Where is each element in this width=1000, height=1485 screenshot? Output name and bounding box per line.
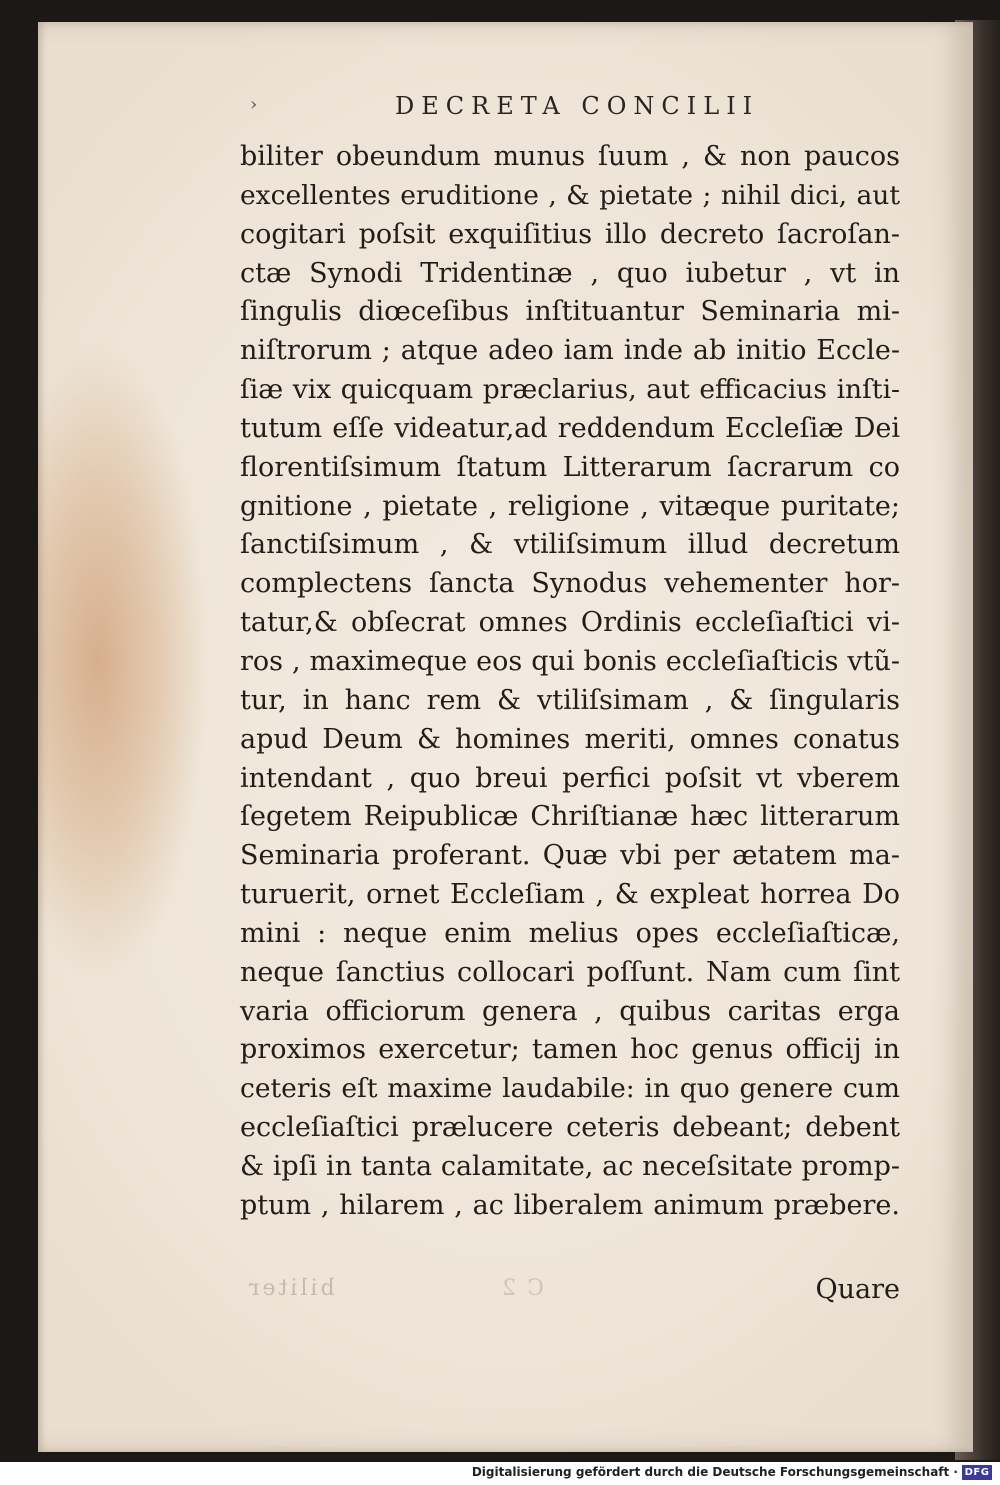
text-line: tatur,& obſecrat omnes Ordinis eccleſiaſtici vi- — [240, 607, 900, 639]
text-line: ptum , hilarem , ac liberalem animum præbere. — [240, 1189, 900, 1221]
running-head-text: DECRETA CONCILII — [395, 92, 760, 120]
text-line: ſingulis diœceſibus inſtituantur Seminaria mi- — [240, 296, 900, 328]
text-line: apud Deum & homines meriti, omnes conatus — [240, 723, 900, 755]
text-line: ctæ Synodi Tridentinæ , quo iubetur , vt in — [240, 257, 900, 289]
text-line: florentiſsimum ſtatum Litterarum ſacrarum co — [240, 451, 900, 483]
running-head-mark: › — [250, 94, 258, 115]
funding-credit: Digitalisierung gefördert durch die Deutsche Forschungsgemeinschaft · — [471, 1465, 958, 1479]
text-line: neque ſanctius collocari poſſunt. Nam cum ſint — [240, 956, 900, 988]
showthrough-signature: C 2 — [500, 1276, 544, 1301]
text-line: ſegetem Reipublicæ Chriſtianæ hæc litterarum — [240, 801, 900, 833]
text-line: ſanctiſsimum , & vtiliſsimum illud decretum — [240, 529, 900, 561]
text-line: ceteris eſt maxime laudabile: in quo genere cum — [240, 1073, 900, 1105]
text-line: niſtrorum ; atque adeo iam inde ab initio Eccle- — [240, 335, 900, 367]
text-line: excellentes eruditione , & pietate ; nihil dici, aut — [240, 179, 900, 211]
text-line: biliter obeundum munus ſuum , & non paucos — [240, 141, 900, 172]
text-line: cogitari poſsit exquiſitius illo decreto ſacroſan- — [240, 218, 900, 250]
text-line: proximos exercetur; tamen hoc genus officij in — [240, 1034, 900, 1066]
text-line: complectens ſancta Synodus vehementer hor- — [240, 568, 900, 600]
showthrough-word: biliter — [246, 1276, 335, 1301]
text-line: varia officiorum genera , quibus caritas erga — [240, 995, 900, 1027]
running-head — [245, 92, 845, 132]
text-line: intendant , quo breui perfici poſsit vt vberem — [240, 762, 900, 794]
dfg-logo: DFG — [962, 1465, 992, 1480]
text-line: & ipſi in tanta calamitate, ac neceſsitate promp- — [240, 1150, 900, 1182]
text-line: eccleſiaſtici prælucere ceteris debeant; debent — [240, 1112, 900, 1144]
text-line: tur, in hanc rem & vtiliſsimam , & ſingularis — [240, 684, 900, 716]
text-line: Seminaria proferant. Quæ vbi per ætatem ma- — [240, 840, 900, 872]
text-line: ſiæ vix quicquam præclarius, aut efficacius inſti- — [240, 374, 900, 406]
text-line: gnitione , pietate , religione , vitæque puritate; — [240, 490, 900, 522]
footer-bar — [0, 1462, 1000, 1485]
text-line: mini : neque enim melius opes eccleſiaſticæ, — [240, 917, 900, 949]
catchword: Quare — [815, 1274, 900, 1305]
text-line: ros , maximeque eos qui bonis eccleſiaſticis vtũ- — [240, 645, 900, 677]
text-line: tutum eſſe videatur,ad reddendum Eccleſiæ Dei — [240, 412, 900, 444]
text-line: turuerit, ornet Eccleſiam , & expleat horrea Do — [240, 879, 900, 911]
body-text — [240, 138, 900, 1226]
